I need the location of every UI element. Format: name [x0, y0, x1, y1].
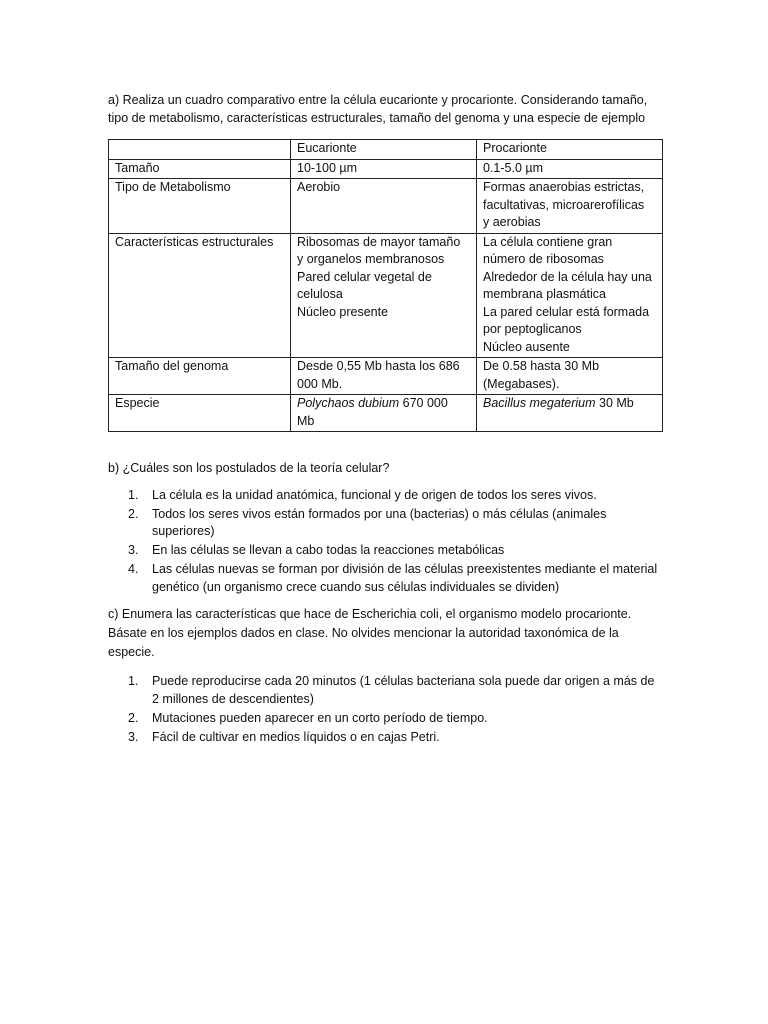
species-line [483, 395, 656, 413]
list-number: 2. [128, 506, 139, 521]
question-a-line: tipo de metabolismo, características estructurales, tamaño del genoma y una especie de ejemplo [108, 110, 646, 125]
row-label: Tamaño del genoma [109, 358, 291, 395]
list-item-text: En las células se llevan a cabo todas la reacciones metabólicas [152, 543, 505, 557]
cell-line: Aerobio [297, 180, 341, 194]
cell-line: facultativas, microarerofílicas [483, 197, 645, 212]
list-item [108, 710, 664, 728]
table-header-cell: Eucarionte [291, 140, 477, 160]
species-line [297, 395, 470, 413]
list-item-text: Las células nuevas se forman por división de las células preexistentes mediante el material [152, 562, 658, 576]
list-item-text: genético (un organismo crece cuando sus células individuales se dividen) [152, 579, 560, 594]
table-row [109, 159, 663, 179]
genome-size: 670 000 [399, 396, 448, 410]
list-item [108, 729, 664, 747]
cell-line: número de ribosomas [483, 252, 604, 266]
list-number: 3. [128, 729, 139, 744]
cell-line: 0.1-5.0 µm [483, 160, 544, 175]
eukaryote-cell [291, 395, 477, 432]
cell-line: Mb [297, 413, 315, 428]
cell-line: Alrededor de la célula hay una [483, 269, 652, 284]
genome-size: 30 Mb [595, 396, 634, 410]
species-name: Polychaos dubium [297, 396, 400, 410]
cell-line: Formas anaerobias estrictas, [483, 180, 645, 194]
list-item-text: Puede reproducirse cada 20 minutos (1 células bacteriana sola puede dar origen a más de [152, 674, 655, 688]
list-number: 2. [128, 710, 139, 725]
cell-line: Núcleo ausente [483, 339, 570, 354]
cell-line: y aerobias [483, 215, 541, 229]
list-item-text: Fácil de cultivar en medios líquidos o en cajas Petri. [152, 729, 440, 744]
prokaryote-cell [477, 358, 663, 395]
cell-line: y organelos membranosos [297, 252, 445, 266]
table-row [109, 395, 663, 432]
question-a-line: a) Realiza un cuadro comparativo entre la célula eucarionte y procarionte. Considerando tamaño, [108, 93, 648, 107]
cell-line: celulosa [297, 287, 343, 301]
cell-line: Pared celular vegetal de [297, 269, 432, 284]
prokaryote-cell [477, 233, 663, 358]
prokaryote-cell [477, 179, 663, 234]
question-c-line: especie. [108, 645, 155, 659]
question-c [108, 605, 664, 662]
list-item [108, 542, 664, 560]
list-item [108, 673, 664, 708]
list-item-text: Todos los seres vivos están formados por una (bacterias) o más células (animales [152, 506, 607, 521]
table-row [109, 233, 663, 358]
table-header-cell: Procarionte [477, 140, 663, 160]
list-number: 1. [128, 674, 139, 688]
prokaryote-cell [477, 395, 663, 432]
list-number: 4. [128, 562, 139, 576]
question-a [108, 92, 664, 127]
cell-line: Ribosomas de mayor tamaño [297, 234, 461, 249]
row-label: Tipo de Metabolismo [109, 179, 291, 234]
cell-line: (Megabases). [483, 376, 560, 391]
cell-line: Desde 0,55 Mb hasta los 686 [297, 359, 460, 373]
eukaryote-cell [291, 358, 477, 395]
comparison-table [108, 139, 663, 432]
list-number: 1. [128, 487, 139, 502]
eukaryote-cell [291, 159, 477, 179]
table-header-row [109, 140, 663, 160]
list-item-text: Mutaciones pueden aparecer en un corto período de tiempo. [152, 710, 488, 725]
document-page [108, 92, 664, 748]
list-number: 3. [128, 543, 139, 557]
list-item-text: superiores) [152, 524, 215, 538]
eukaryote-cell [291, 179, 477, 234]
table-row [109, 179, 663, 234]
list-item-text: La célula es la unidad anatómica, funcional y de origen de todos los seres vivos. [152, 487, 597, 502]
table-header-cell [109, 140, 291, 160]
cell-line: por peptoglicanos [483, 322, 582, 336]
cell-line: Núcleo presente [297, 304, 389, 319]
ecoli-characteristics-list [108, 673, 664, 746]
cell-line: De 0.58 hasta 30 Mb [483, 359, 600, 373]
row-label: Características estructurales [109, 233, 291, 358]
cell-line: La pared celular está formada [483, 304, 650, 319]
question-b-title: b) ¿Cuáles son los postulados de la teoría celular? [108, 461, 390, 475]
list-item [108, 561, 664, 596]
cell-line: membrana plasmática [483, 287, 606, 301]
list-item [108, 506, 664, 541]
species-name: Bacillus megaterium [483, 396, 596, 410]
table-row [109, 358, 663, 395]
cell-line: 000 Mb. [297, 376, 343, 391]
question-c-line: c) Enumera las características que hace de Escherichia coli, el organismo modelo procarionte. [108, 607, 632, 621]
row-label: Tamaño [109, 159, 291, 179]
cell-line: 10-100 µm [297, 160, 358, 175]
cell-line: La célula contiene gran [483, 234, 613, 249]
postulates-list [108, 487, 664, 597]
row-label: Especie [109, 395, 291, 432]
eukaryote-cell [291, 233, 477, 358]
question-c-line: Básate en los ejemplos dados en clase. No olvides mencionar la autoridad taxonómica de la [108, 626, 619, 640]
list-item-text: 2 millones de descendientes) [152, 691, 314, 706]
list-item [108, 487, 664, 505]
prokaryote-cell [477, 159, 663, 179]
